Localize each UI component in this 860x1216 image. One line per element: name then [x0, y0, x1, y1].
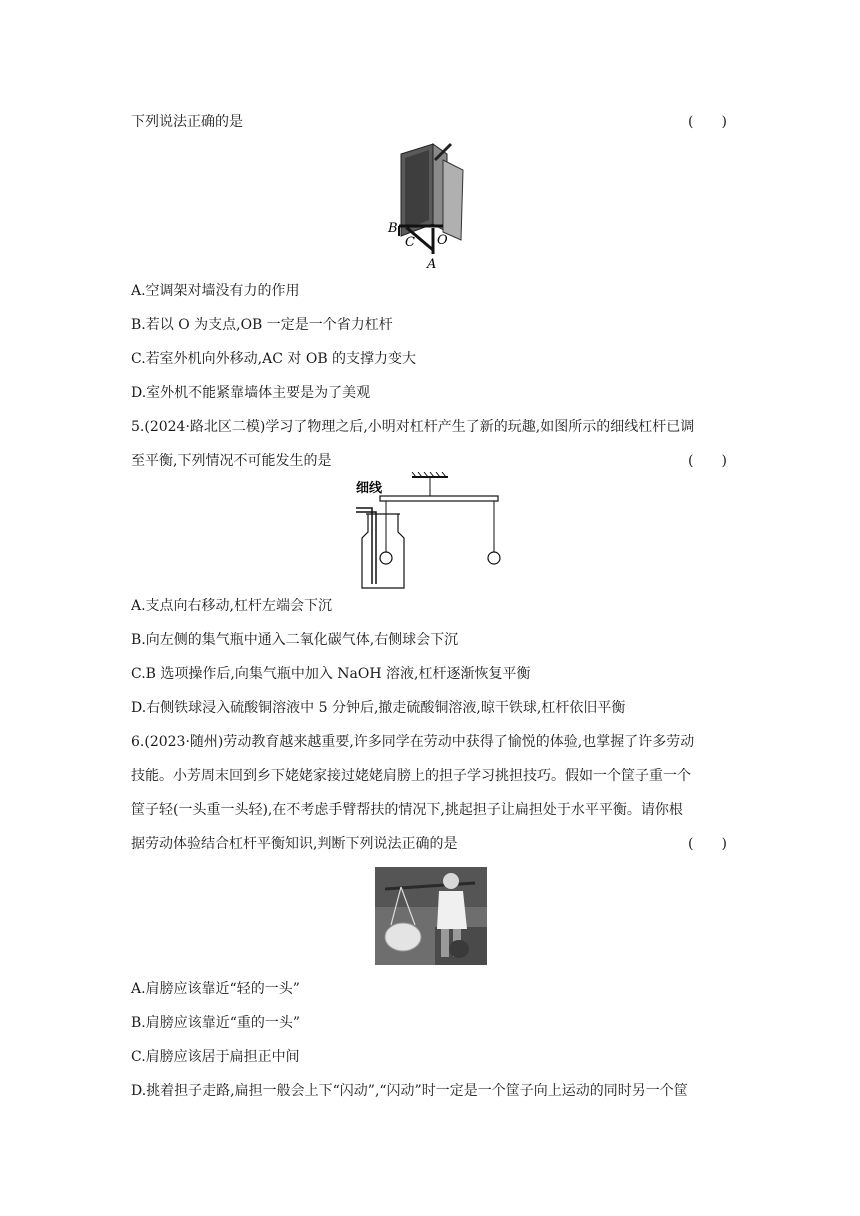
- shoulder-pole-photo: [375, 867, 487, 965]
- q4-answer-paren: ( ): [688, 114, 727, 130]
- q5-answer-paren: ( ): [688, 453, 727, 469]
- q5-option-c: C.B 选项操作后,向集气瓶中加入 NaOH 溶液,杠杆逐渐恢复平衡: [131, 666, 531, 682]
- q6-option-d: D.挑着担子走路,扁担一般会上下“闪动”,“闪动”时一定是一个筐子向上运动的同时另一个筐: [131, 1083, 688, 1099]
- q6-stem-line-1: 6.(2023·随州)劳动教育越来越重要,许多同学在劳动中获得了愉悦的体验,也掌握了许多劳动: [131, 734, 695, 750]
- q4-stem-line: 下列说法正确的是: [131, 114, 243, 130]
- q6-option-a: A.肩膀应该靠近“轻的一头”: [131, 981, 300, 997]
- q6-option-b: B.肩膀应该靠近“重的一头”: [131, 1015, 301, 1031]
- q5-option-a: A.支点向右移动,杠杆左端会下沉: [131, 598, 333, 614]
- q6-stem-line-3: 筐子轻(一头重一头轻),在不考虑手臂帮扶的情况下,挑起担子让扁担处于水平平衡。请你根: [131, 802, 683, 818]
- q5-option-b: B.向左侧的集气瓶中通入二氧化碳气体,右侧球会下沉: [131, 632, 459, 648]
- label-a: A: [427, 257, 437, 272]
- q6-stem-line-4: 据劳动体验结合杠杆平衡知识,判断下列说法正确的是: [131, 836, 458, 852]
- ac-bracket-figure: [385, 140, 465, 272]
- q5-stem-line-1: 5.(2024·路北区二模)学习了物理之后,小明对杠杆产生了新的玩趣,如图所示的细线杠杆已调: [131, 419, 695, 435]
- q6-option-c: C.肩膀应该居于扁担正中间: [131, 1049, 300, 1065]
- q6-stem-line-2: 技能。小芳周末回到乡下姥姥家接过姥姥肩膀上的担子学习挑担技巧。假如一个筐子重一个: [131, 768, 691, 784]
- q4-option-d: D.室外机不能紧靠墙体主要是为了美观: [131, 385, 371, 401]
- q5-stem-line-2: 至平衡,下列情况不可能发生的是: [131, 453, 332, 469]
- label-c: C: [405, 235, 415, 250]
- label-b: B: [388, 221, 398, 236]
- q4-option-b: B.若以 O 为支点,OB 一定是一个省力杠杆: [131, 317, 393, 333]
- q6-answer-paren: ( ): [688, 836, 727, 852]
- label-o: O: [437, 233, 448, 248]
- q4-option-c: C.若室外机向外移动,AC 对 OB 的支撑力变大: [131, 351, 417, 367]
- q4-option-a: A.空调架对墙没有力的作用: [131, 283, 300, 299]
- thread-lever-figure: [350, 472, 510, 592]
- label-thread: 细线: [356, 481, 383, 496]
- q5-option-d: D.右侧铁球浸入硫酸铜溶液中 5 分钟后,撤走硫酸铜溶液,晾干铁球,杠杆依旧平衡: [131, 700, 626, 716]
